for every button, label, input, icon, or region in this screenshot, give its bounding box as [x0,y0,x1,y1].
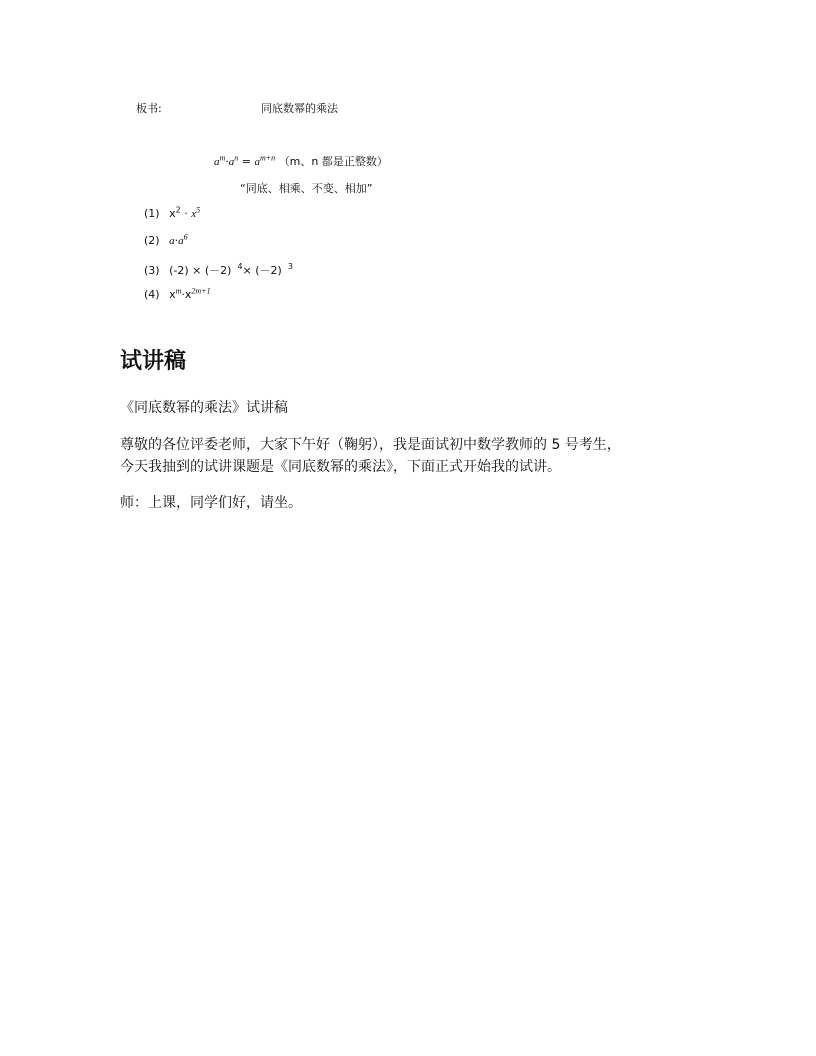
exercise-2-exp: 6 [183,232,188,242]
formula [214,153,388,169]
exercise-1-exp-b: 5 [196,205,201,215]
board-label: 板书: [136,102,162,115]
exercise-4-number: (4) [144,288,160,301]
formula-dot: · [225,155,229,168]
exercise-2-base-b: a [178,235,184,247]
formula-exp-n: n [234,153,239,163]
exercise-4-op: · [181,288,185,301]
exercise-3-text: (-2) × (－2) [169,264,232,277]
exercise-3-exp-a: 4 [237,262,243,272]
exercise-2-op: · [174,234,179,247]
exercise-1-number: (1) [144,207,160,220]
section-heading: 试讲稿 [120,349,187,374]
formula-exp-m: m [219,153,226,163]
exercise-4-base-b: x [184,288,192,301]
paragraph-1-line-1: 尊敬的各位评委老师，大家下午好（鞠躬），我是面试初中数学教师的 5 号考生， [120,437,621,453]
exercise-1-base-a: x [169,207,176,220]
formula-base-1: a [214,156,220,168]
exercise-4 [144,288,211,301]
exercise-3-exp-b: 3 [287,262,293,272]
exercise-4-exp-a: m [175,286,182,296]
formula-exp-sum: m+n [260,153,276,163]
exercise-1-op: · [180,207,192,220]
exercise-4-base-a: x [169,288,176,301]
exercise-1 [144,207,200,220]
formula-equals: = [241,155,251,168]
paragraph-1-line-2: 今天我抽到的试讲课题是《同底数幂的乘法》，下面正式开始我的试讲。 [120,459,561,475]
exercise-2-number: (2) [144,234,160,247]
formula-base-2: a [228,156,235,168]
paragraph-2: 师：上课，同学们好，请坐。 [120,495,302,511]
exercise-2 [144,234,188,247]
exercise-1-base-b: x [191,208,197,220]
mnemonic: “同底、相乘、不变、相加” [240,182,373,195]
formula-base-3: a [254,156,260,168]
section-subtitle: 《同底数幂的乘法》试讲稿 [120,400,288,416]
exercise-3 [144,262,293,278]
exercise-3-number: (3) [144,264,160,277]
exercise-4-exp-b: 2m+1 [191,286,211,296]
exercise-2-base-a: a [169,235,175,247]
exercise-3-mid: × (－2) [242,264,282,277]
board-title: 同底数幂的乘法 [261,102,338,115]
formula-condition: （m、n 都是正整数） [278,155,388,168]
exercise-1-exp-a: 2 [175,205,181,215]
